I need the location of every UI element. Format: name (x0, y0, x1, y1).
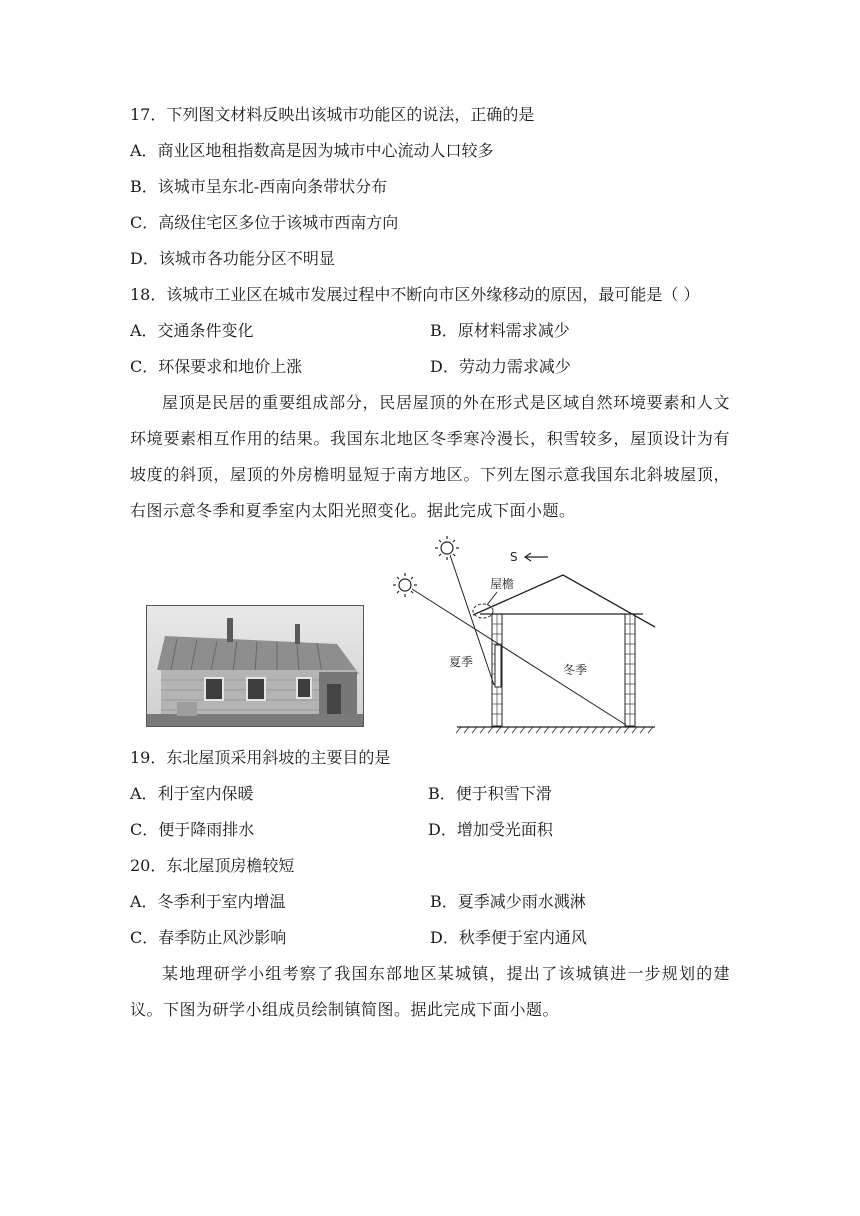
q19-option-c: C．便于降雨排水 (130, 820, 255, 839)
q20-option-d: D．秋季便于室内通风 (430, 928, 587, 947)
q17-stem: 17．下列图文材料反映出该城市功能区的说法，正确的是 (130, 105, 535, 124)
south-arrow-icon (525, 553, 548, 561)
q18-option-c: C．环保要求和地价上涨 (130, 357, 303, 376)
q19-stem: 19．东北屋顶采用斜坡的主要目的是 (130, 748, 391, 767)
q20-stem: 20．东北屋顶房檐较短 (130, 856, 295, 875)
passage-roof: 屋顶是民居的重要组成部分，民居屋顶的外在形式是区域自然环境要素和人文环境要素相互作用的结果。我国东北地区冬季寒冷漫长，积雪较多，屋顶设计为有坡度的斜顶，屋顶的外房檐明显短于南方地区。下列左图示意我国东北斜坡屋顶，右图示意冬季和夏季室内太阳光照变化。据此完成下面小题。 (130, 393, 730, 520)
sunlight-diagram (385, 535, 670, 735)
q18-option-b: B．原材料需求减少 (430, 321, 570, 340)
q18-stem: 18．该城市工业区在城市发展过程中不断向市区外缘移动的原因，最可能是（ ） (130, 285, 700, 304)
south-label: S (510, 550, 518, 564)
q19-option-d: D．增加受光面积 (428, 820, 553, 839)
q20-option-b: B．夏季减少雨水溅淋 (430, 892, 586, 911)
winter-sun-icon (393, 573, 417, 597)
house-photo (146, 605, 364, 727)
passage-town-survey: 某地理研学小组考察了我国东部地区某城镇，提出了该城镇进一步规划的建议。下图为研学小组成员绘制镇简图。据此完成下面小题。 (130, 964, 730, 1019)
q19-option-a: A．利于室内保暖 (130, 784, 254, 803)
q17-option-b: B．该城市呈东北-西南向条带状分布 (130, 177, 388, 196)
summer-label: 夏季 (449, 655, 474, 669)
eave-label: 屋檐 (490, 577, 515, 591)
q18-option-d: D．劳动力需求减少 (430, 357, 571, 376)
q17-option-a: A．商业区地租指数高是因为城市中心流动人口较多 (130, 141, 494, 160)
q17-option-c: C．高级住宅区多位于该城市西南方向 (130, 213, 399, 232)
q19-option-b: B．便于积雪下滑 (428, 784, 552, 803)
q20-option-a: A．冬季利于室内增温 (130, 892, 286, 911)
q17-option-d: D．该城市各功能分区不明显 (130, 249, 335, 268)
winter-label: 冬季 (563, 663, 588, 677)
q18-option-a: A．交通条件变化 (130, 321, 254, 340)
q20-option-c: C．春季防止风沙影响 (130, 928, 287, 947)
summer-sun-icon (435, 536, 459, 560)
